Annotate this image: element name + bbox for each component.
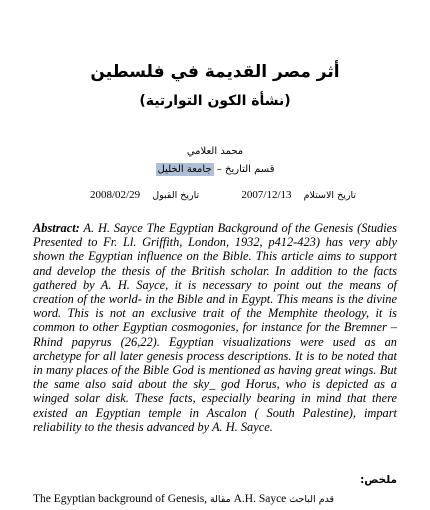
summary-heading: ملخص: xyxy=(360,474,397,486)
summary-first-line xyxy=(33,493,397,505)
accepted-label: تاريخ القبول xyxy=(152,190,200,201)
author-name: محمد العلامي xyxy=(186,146,244,157)
summary-ar-mid: مقالة xyxy=(209,494,231,505)
summary-en-title: The Egyptian background of Genesis, xyxy=(33,493,208,505)
summary-ar-start: قدم الباحث xyxy=(289,494,335,505)
accepted-date xyxy=(90,189,199,201)
received-value: 2007/12/13 xyxy=(241,189,292,201)
abstract-label: Abstract: xyxy=(33,221,80,235)
accepted-value: 2008/02/29 xyxy=(90,189,141,201)
author-affiliation xyxy=(0,164,430,175)
dates-row xyxy=(90,189,356,201)
university-highlight: جامعة الخليل xyxy=(157,164,212,175)
summary-en-name: A.H. Sayce xyxy=(233,493,287,505)
paper-subtitle: (نشأة الكون التوارتية) xyxy=(139,93,291,109)
received-label: تاريخ الاستلام xyxy=(303,190,356,201)
received-date xyxy=(241,189,356,201)
abstract xyxy=(33,221,397,434)
abstract-text: A. H. Sayce The Egyptian Background of the Genesis (Studies Presented to Fr. Ll. Griffith, London, 1932, p412-423) has very ably shown the Egyptian influence on the Bible. This article aims to support and develop the thesis of the British scholar. In addition to the facts gathered by A. H. Sayce, it is necessary to point out the means of creation of the world- in the Bible and in Egypt. This means is the divine word. This is not an exclusive trait of the Memphite theology, it is common to other Egyptian cosmogonies, for instance for the Bremner – Rhind papyrus (26,22). Egyptian visualizations were used as an archetype for all later genesis process descriptions. It is to be noted that in many places of the Bible God is mentioned as having great wings. But the same also said about the sky_ god Horus, who is depicted as a winged solar disk. These facts, especially bearing in mind that there existed an Egyptian temple in Ascalon ( South Palestine), impart reliability to the thesis advanced by A. H. Sayce. xyxy=(33,221,397,434)
department-prefix: قسم التاريخ – xyxy=(213,164,275,175)
paper-title: أثر مصر القديمة في فلسطين xyxy=(90,62,340,82)
